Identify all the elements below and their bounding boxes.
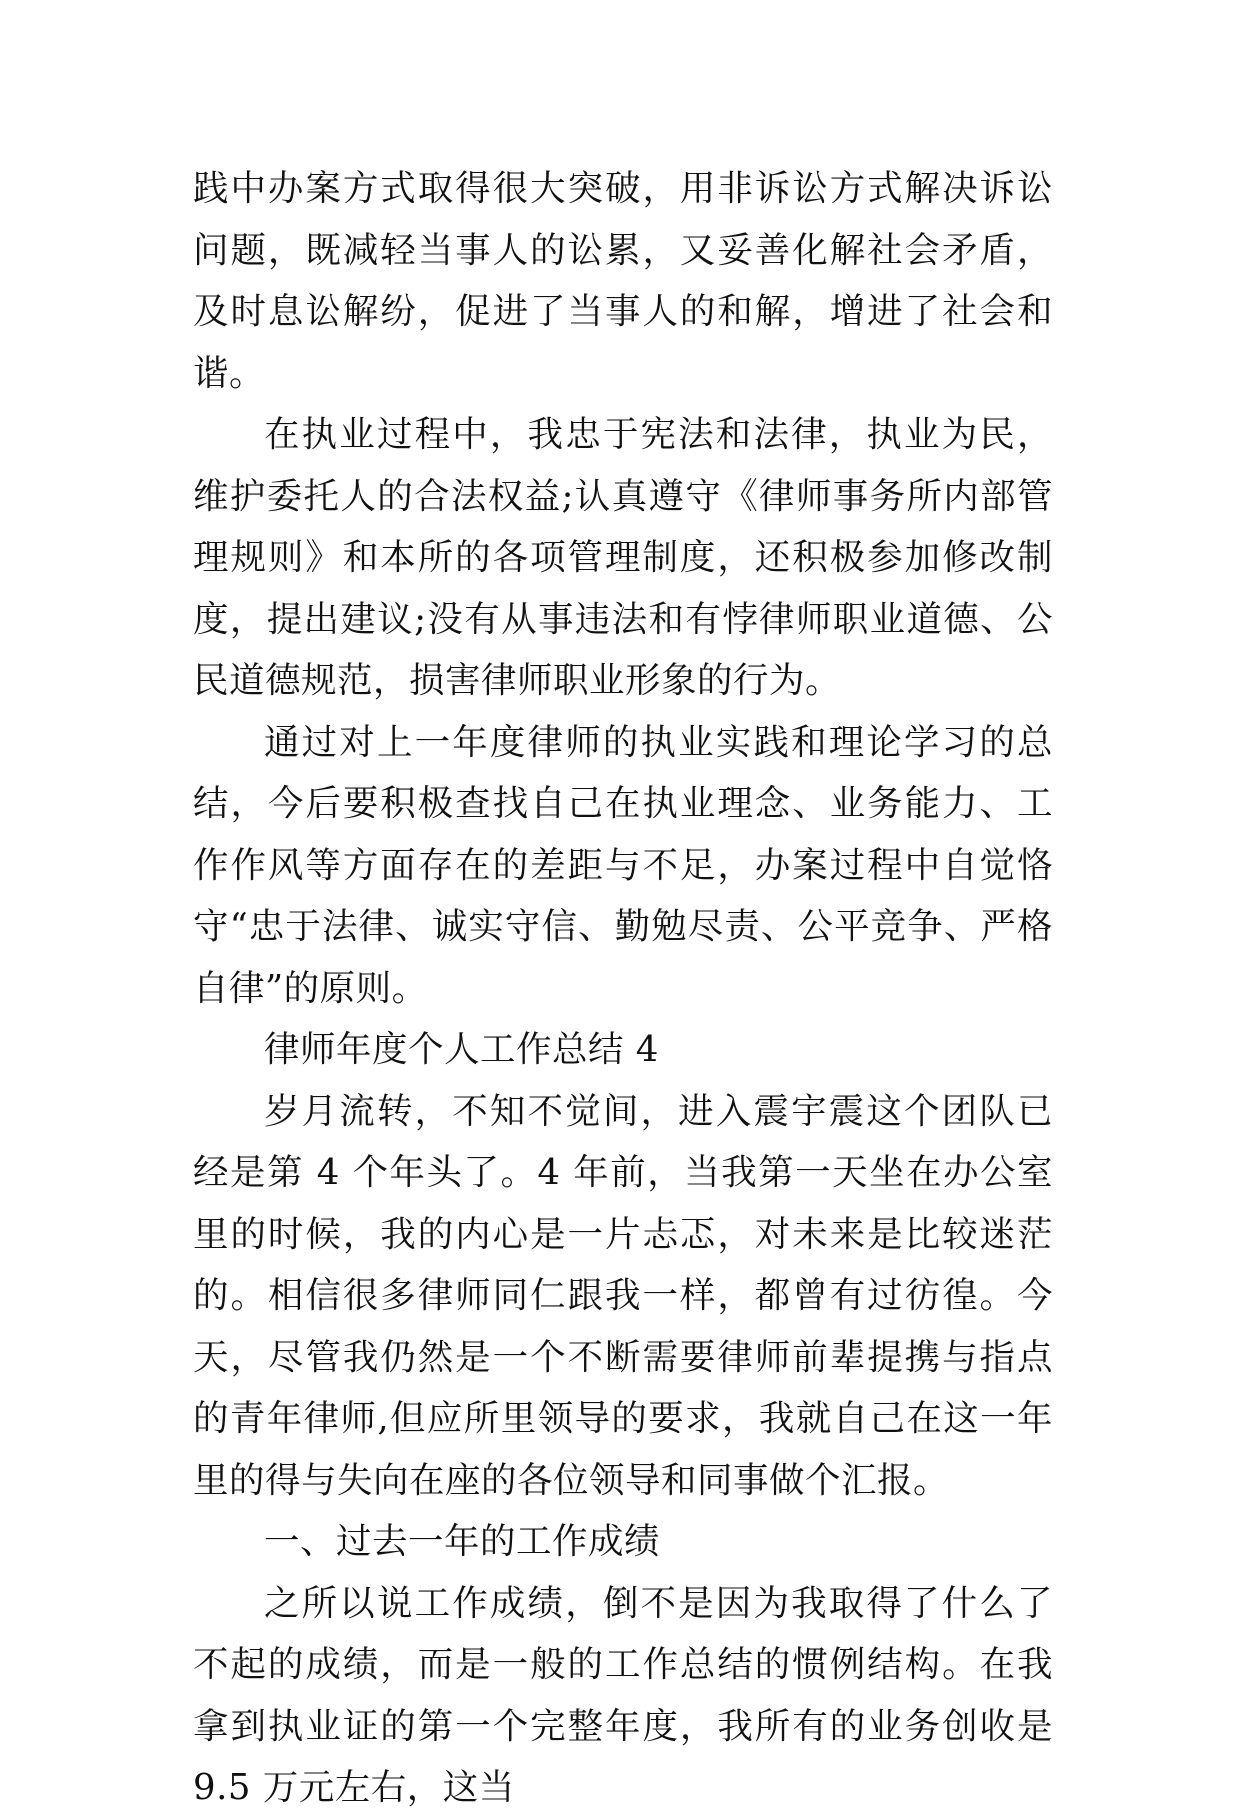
paragraph: 通过对上一年度律师的执业实践和理论学习的总结，今后要积极查找自己在执业理念、业务能力、工作作风等方面存在的差距与不足，办案过程中自觉恪守“忠于法律、诚实守信、勤勉尽责、公平竞争、严格自律”的原则。 [193, 721, 1053, 1009]
section-heading: 一、过去一年的工作成绩 [264, 1521, 661, 1562]
section-heading: 律师年度个人工作总结 4 [264, 1029, 659, 1070]
paragraph: 之所以说工作成绩，倒不是因为我取得了什么了不起的成绩，而是一般的工作总结的惯例结构。在我拿到执业证的第一个完整年度，我所有的业务创收是 9.5 万元左右，这当 [193, 1582, 1053, 1808]
document-body [193, 158, 1053, 1819]
paragraph: 岁月流转，不知不觉间，进入震宇震这个团队已经是第 4 个年头了。4 年前，当我第一天坐在办公室里的时候，我的内心是一片忐忑，对未来是比较迷茫的。相信很多律师同仁跟我一样，都曾有过彷徨。今天，尽管我仍然是一个不断需要律师前辈提携与指点的青年律师,但应所里领导的要求，我就自己在这一年里的得与失向在座的各位领导和同事做个汇报。 [193, 1090, 1053, 1501]
paragraph: 在执业过程中，我忠于宪法和法律，执业为民，维护委托人的合法权益;认真遵守《律师事务所内部管理规则》和本所的各项管理制度，还积极参加修改制度，提出建议;没有从事违法和有悖律师职业道德、公民道德规范，损害律师职业形象的行为。 [193, 414, 1053, 701]
paragraph: 践中办案方式取得很大突破，用非诉讼方式解决诉讼问题，既减轻当事人的讼累，又妥善化解社会矛盾，及时息讼解纷，促进了当事人的和解，增进了社会和谐。 [193, 168, 1053, 394]
